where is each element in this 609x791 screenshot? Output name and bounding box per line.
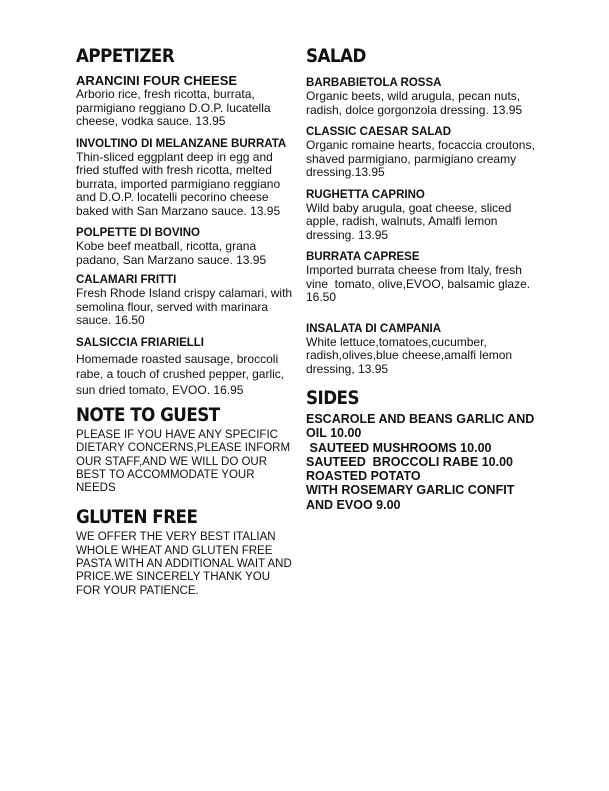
right-column (306, 44, 551, 512)
menu-item (76, 274, 296, 328)
item-name: ARANCINI FOUR CHEESE (76, 73, 238, 88)
item-description: White lettuce,tomatoes,cucumber, radish,olives,blue cheese,amalfi lemon dressing, 13.95 (306, 334, 513, 376)
sides-line: ESCAROLE AND BEANS GARLIC AND OIL 10.00 (306, 412, 538, 441)
item-description: Thin-sliced eggplant deep in egg and fried stuffed with fresh ricotta, melted burrata, imported parmigiano reggiano and D.O.P. locatelli pecorino cheese baked with San Marzano sauce. 13.95 (76, 149, 281, 218)
item-name: CLASSIC CAESAR SALAD (306, 126, 452, 138)
item-name: INSALATA DI CAMPANIA (306, 322, 442, 335)
gluten-free-text: WE OFFER THE VERY BEST ITALIAN WHOLE WHEAT AND GLUTEN FREE PASTA WITH AN ADDITIONAL WAIT AND PRICE.WE SINCERELY THANK YOU FOR YOUR PATIENCE. (76, 531, 292, 597)
item-description: Arborio rice, fresh ricotta, burrata, parmigiano reggiano D.O.P. lucatella cheese, vodka sauce. 13.95 (76, 87, 271, 128)
item-description: Homemade roasted sausage, broccoli rabe, a touch of crushed pepper, garlic, sun dried tomato, EVOO. 16.95 (76, 351, 285, 397)
item-name: BARBABIETOLA ROSSA (306, 77, 442, 89)
salad-title: SALAD (306, 45, 366, 67)
item-description: Organic beets, wild arugula, pecan nuts, radish, dolce gorgonzola dressing. 13.95 (306, 89, 523, 117)
item-name: INVOLTINO DI MELANZANE BURRATA (76, 137, 287, 150)
left-column (76, 44, 296, 598)
item-description: Imported burrata cheese from Italy, fresh vine tomato, olive,EVOO, balsamic glaze. 16.50 (306, 263, 551, 304)
appetizer-title: APPETIZER (76, 45, 175, 67)
menu-item (76, 227, 296, 267)
menu-item (306, 77, 536, 117)
sides-line: SAUTEED MUSHROOMS 10.00 (306, 440, 492, 455)
sides-line: SAUTEED BROCCOLI RABE 10.00 (306, 454, 513, 469)
gluten-free-title: GLUTEN FREE (76, 506, 198, 529)
menu-item (306, 189, 536, 243)
item-name: RUGHETTA CAPRINO (306, 188, 425, 201)
menu-item (76, 337, 296, 399)
menu-item (76, 138, 296, 219)
menu-item (306, 251, 551, 305)
item-name: CALAMARI FRITTI (76, 274, 177, 286)
item-name: BURRATA CAPRESE (306, 251, 420, 263)
note-to-guest-title: NOTE TO GUEST (76, 404, 220, 426)
sides-title: SIDES (306, 387, 359, 409)
item-description: Fresh Rhode Island crispy calamari, with semolina flour, served with marinara sauce. 16.50 (76, 286, 293, 327)
menu-item (306, 323, 536, 377)
sides-line: ROASTED POTATO (306, 469, 421, 484)
menu-item (76, 74, 296, 129)
menu-item (306, 126, 536, 180)
item-description: Kobe beef meatball, ricotta, grana padano, San Marzano sauce. 13.95 (76, 239, 267, 267)
note-to-guest-text: PLEASE IF YOU HAVE ANY SPECIFIC DIETARY CONCERNS,PLEASE INFORM OUR STAFF,AND WE WILL DO OUR BEST TO ACCOMMODATE YOUR NEEDS (76, 429, 291, 495)
item-description: Wild baby arugula, goat cheese, sliced apple, radish, walnuts, Amalfi lemon dressing. 13.95 (306, 200, 512, 242)
item-description: Organic romaine hearts, focaccia croutons, shaved parmigiano, parmigiano creamy dressing.13.95 (306, 138, 535, 179)
item-name: POLPETTE DI BOVINO (76, 227, 200, 239)
item-name: SALSICCIA FRIARIELLI (76, 336, 204, 349)
sides-line: WITH ROSEMARY GARLIC CONFIT AND EVOO 9.00 (306, 483, 518, 512)
